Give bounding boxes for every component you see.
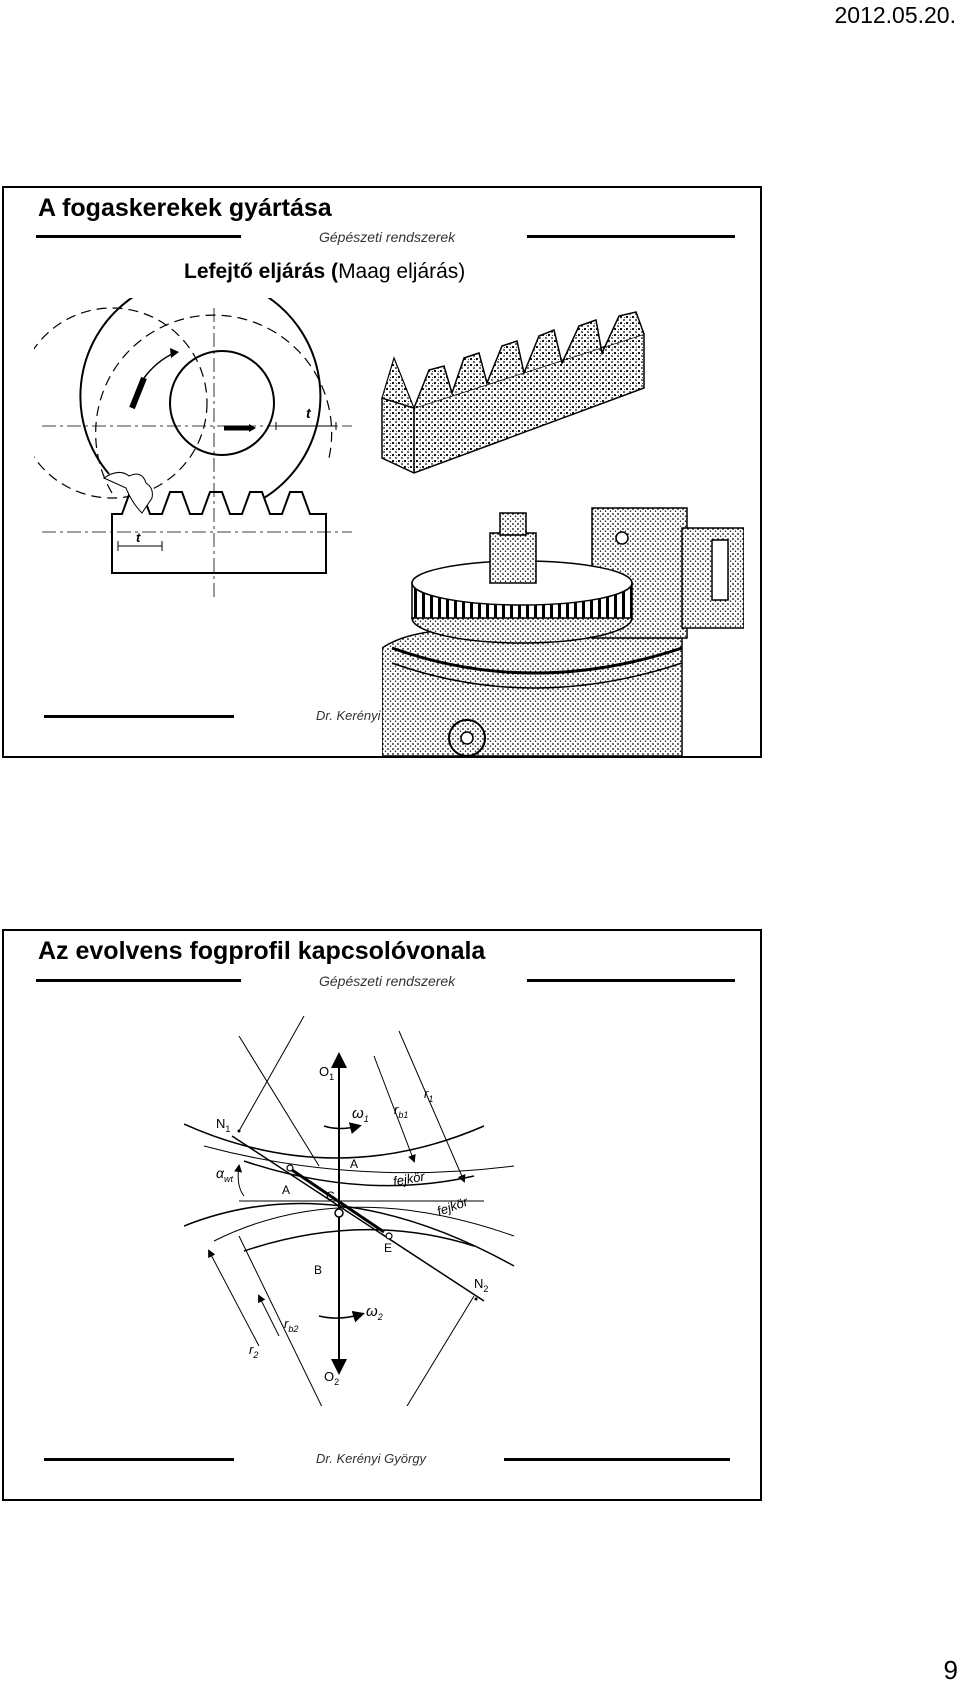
gear-shaping-machine-illustration <box>382 498 744 756</box>
slide-involute-line-of-action <box>2 929 762 1501</box>
label-r1: $r_1$ <box>424 1086 434 1104</box>
title-rule-right <box>527 235 735 238</box>
label-rb1: $r_{b1}$ <box>394 1102 409 1120</box>
footer-rule-left <box>44 1458 234 1461</box>
section-heading: Lefejtő eljárás (Maag eljárás) <box>184 260 466 283</box>
label-r2: $r_2$ <box>249 1342 259 1360</box>
gear-rack-generating-diagram <box>34 298 364 598</box>
label-n2: $N_2$ <box>474 1276 489 1294</box>
pitch-label-bottom: t <box>136 530 141 545</box>
label-alpha-wt: $\alpha_{wt}$ <box>216 1165 233 1184</box>
footer-rule-left <box>44 715 234 718</box>
label-fejkor-2: fejkör <box>434 1193 470 1219</box>
label-n1: $N_1$ <box>216 1116 231 1134</box>
slide-footer: Dr. Kerényi György <box>316 1451 427 1466</box>
label-e: E <box>384 1241 393 1255</box>
label-o1: $O_1$ <box>319 1064 335 1082</box>
slide-subtitle: Gépészeti rendszerek <box>319 973 456 989</box>
label-rb2: $r_{b2}$ <box>284 1316 299 1334</box>
label-a-left: A <box>282 1183 291 1197</box>
slide-footer: Dr. Kerényi <box>316 708 381 723</box>
title-rule-left <box>36 235 241 238</box>
title-rule-right <box>527 979 735 982</box>
label-b: B <box>314 1263 323 1277</box>
label-omega2: $\omega_2$ <box>366 1303 383 1322</box>
footer-rule-right <box>504 1458 730 1461</box>
title-rule-left <box>36 979 241 982</box>
label-omega1: $\omega_1$ <box>352 1105 369 1124</box>
slide-title: A fogaskerekek gyártása <box>38 194 332 222</box>
involute-line-of-action-diagram <box>184 1016 564 1406</box>
label-o2: $O_2$ <box>324 1369 340 1387</box>
label-a-top: A <box>350 1157 359 1171</box>
label-fejkor-1: fejkör <box>391 1168 426 1189</box>
page-number: 9 <box>943 1655 958 1685</box>
label-c: C <box>326 1189 335 1203</box>
rack-cutter-illustration <box>374 298 704 478</box>
header-date: 2012.05.20. <box>834 2 956 28</box>
slide-subtitle: Gépészeti rendszerek <box>319 229 456 245</box>
slide-gear-manufacturing <box>2 186 762 758</box>
slide-title: Az evolvens fogprofil kapcsolóvonala <box>38 937 486 965</box>
pitch-label-top: t <box>306 405 311 421</box>
